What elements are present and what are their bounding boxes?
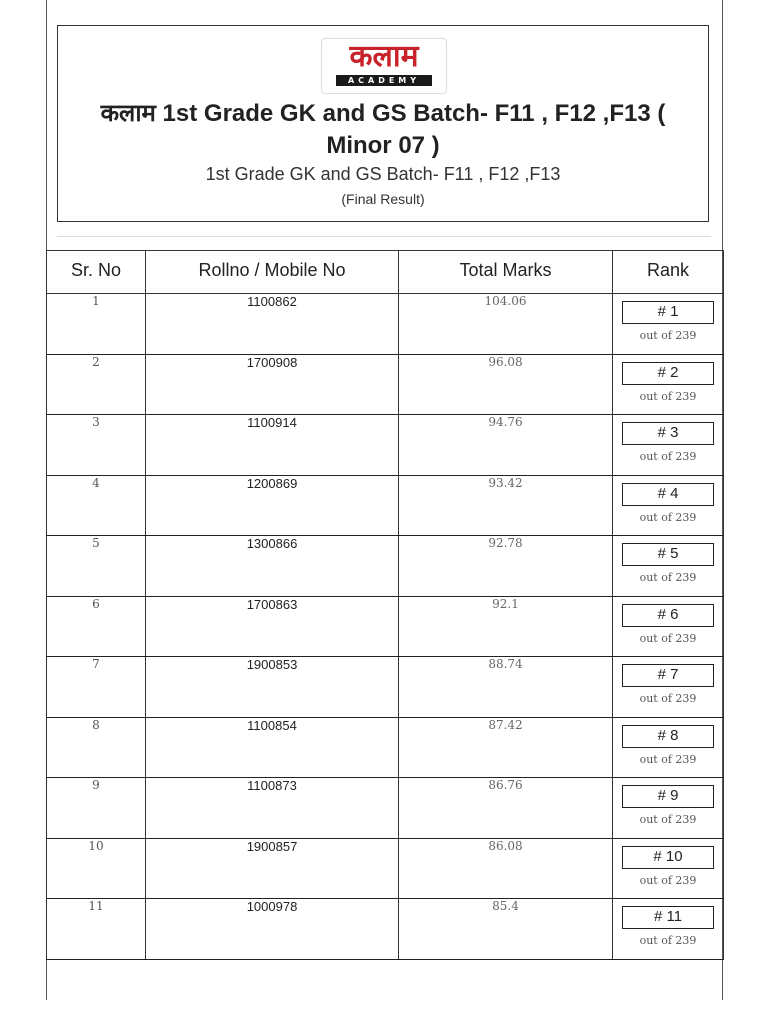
rank-badge: # 8 [622, 725, 714, 748]
total-marks-cell: 85.4 [399, 899, 613, 960]
rollno-cell: 1200869 [146, 475, 399, 536]
total-marks-cell: 87.42 [399, 717, 613, 778]
sr-no-cell: 2 [47, 354, 146, 415]
rank-badge: # 2 [622, 362, 714, 385]
table-row [47, 596, 724, 657]
rank-cell [613, 415, 724, 476]
sr-no-cell: 11 [47, 899, 146, 960]
rank-badge: # 3 [622, 422, 714, 445]
batch-subtitle: 1st Grade GK and GS Batch- F11 , F12 ,F13 [205, 164, 561, 184]
table-row [47, 838, 724, 899]
rank-out-of: out of 239 [639, 450, 697, 463]
rank-out-of: out of 239 [639, 510, 697, 524]
rank-out-of: out of 239 [639, 389, 697, 403]
sr-no-cell: 8 [47, 717, 146, 778]
rank-badge: # 9 [622, 785, 714, 808]
total-marks-cell: 86.08 [399, 838, 613, 899]
table-row [47, 899, 724, 960]
result-header [57, 25, 709, 222]
rank-out-of: out of 239 [639, 571, 697, 584]
rollno-cell: 1000978 [146, 899, 399, 960]
rank-cell [613, 596, 724, 657]
table-row [47, 294, 724, 355]
rank-badge: # 6 [622, 604, 714, 627]
rank-badge: # 5 [622, 543, 714, 566]
rollno-cell: 1100854 [146, 717, 399, 778]
rank-cell [613, 536, 724, 597]
logo-wordmark: कलाम [349, 39, 419, 74]
page-title: कलाम 1st Grade GK and GS Batch- F11 , F12 ,F13 ( Minor 07 ) [100, 100, 666, 159]
rank-cell [613, 475, 724, 536]
sr-no-cell: 1 [47, 294, 146, 355]
table-row [47, 778, 724, 839]
rank-cell [613, 354, 724, 415]
sr-no-cell: 5 [47, 536, 146, 597]
rank-badge: # 7 [622, 664, 714, 687]
table-row [47, 657, 724, 718]
divider [57, 236, 711, 237]
rank-out-of: out of 239 [639, 752, 697, 766]
total-marks-cell: 88.74 [399, 657, 613, 718]
rank-cell [613, 838, 724, 899]
rank-cell [613, 778, 724, 839]
column-header-sr-no: Sr. No [47, 251, 146, 294]
total-marks-cell: 94.76 [399, 415, 613, 476]
table-row [47, 475, 724, 536]
total-marks-cell: 96.08 [399, 354, 613, 415]
total-marks-cell: 93.42 [399, 475, 613, 536]
rank-out-of: out of 239 [639, 934, 697, 947]
rank-badge: # 10 [622, 846, 714, 869]
rank-out-of: out of 239 [639, 329, 697, 342]
rollno-cell: 1100862 [146, 294, 399, 355]
result-type-note: (Final Result) [341, 191, 425, 207]
total-marks-cell: 92.78 [399, 536, 613, 597]
logo-tagline: ACADEMY [336, 75, 432, 86]
table-row [47, 536, 724, 597]
rank-out-of: out of 239 [639, 631, 697, 645]
rollno-cell: 1900853 [146, 657, 399, 718]
rank-cell [613, 294, 724, 355]
rollno-cell: 1300866 [146, 536, 399, 597]
table-header-row [47, 251, 724, 294]
table-row [47, 354, 724, 415]
rollno-cell: 1700908 [146, 354, 399, 415]
total-marks-cell: 86.76 [399, 778, 613, 839]
total-marks-cell: 104.06 [399, 294, 613, 355]
rollno-cell: 1100873 [146, 778, 399, 839]
sr-no-cell: 7 [47, 657, 146, 718]
rank-out-of: out of 239 [639, 873, 697, 887]
rank-out-of: out of 239 [639, 813, 697, 826]
kalam-academy-logo [321, 38, 447, 94]
column-header-total-marks: Total Marks [399, 251, 613, 294]
sr-no-cell: 9 [47, 778, 146, 839]
rank-badge: # 1 [622, 301, 714, 324]
rank-badge: # 4 [622, 483, 714, 506]
sr-no-cell: 3 [47, 415, 146, 476]
rollno-cell: 1900857 [146, 838, 399, 899]
rank-out-of: out of 239 [639, 692, 697, 705]
column-header-rollno: Rollno / Mobile No [146, 251, 399, 294]
sr-no-cell: 10 [47, 838, 146, 899]
rank-cell [613, 657, 724, 718]
rank-badge: # 11 [622, 906, 714, 929]
rollno-cell: 1100914 [146, 415, 399, 476]
results-table [46, 250, 724, 960]
table-row [47, 717, 724, 778]
total-marks-cell: 92.1 [399, 596, 613, 657]
sr-no-cell: 4 [47, 475, 146, 536]
table-row [47, 415, 724, 476]
column-header-rank: Rank [613, 251, 724, 294]
rollno-cell: 1700863 [146, 596, 399, 657]
rank-cell [613, 717, 724, 778]
sr-no-cell: 6 [47, 596, 146, 657]
rank-cell [613, 899, 724, 960]
